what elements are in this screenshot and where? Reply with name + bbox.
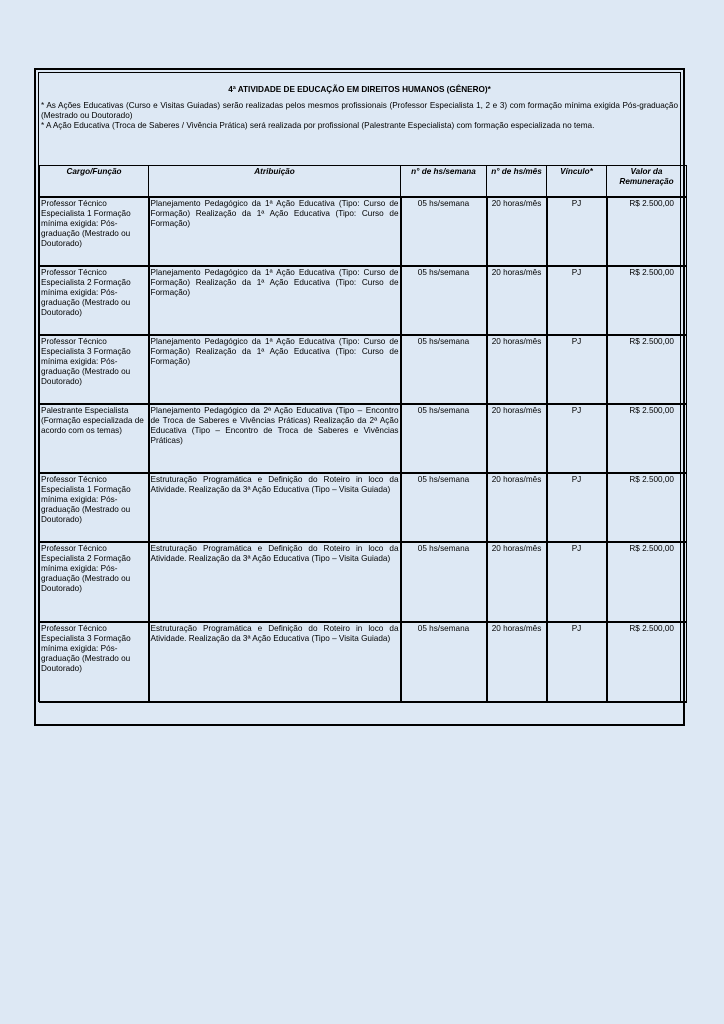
note-2: * A Ação Educativa (Troca de Saberes / Vivência Prática) será realizada por profissional (Palestrante Especialista) com formação especializada no tema. [41,121,595,130]
header-atribuicao: Atribuição [149,166,401,198]
document-frame [34,68,685,726]
cell-hs-mes: 20 horas/mês [487,542,547,622]
note-1: * As Ações Educativas (Curso e Visitas Guiadas) serão realizadas pelos mesmos profissionais (Professor Especialista 1, 2 e 3) com formação mínima exigida Pós-graduação (Mestrado ou Doutorado) [41,101,678,120]
cell-hs-semana: 05 hs/semana [401,404,487,473]
table-row [40,404,687,473]
cell-hs-semana: 05 hs/semana [401,542,487,622]
cell-hs-mes: 20 horas/mês [487,197,547,266]
staff-table [39,165,687,703]
cell-valor: R$ 2.500,00 [607,622,687,702]
document-notes [41,101,678,131]
cell-hs-semana: 05 hs/semana [401,473,487,542]
cell-vinculo: PJ [547,622,607,702]
cell-vinculo: PJ [547,335,607,404]
header-valor: Valor da Remuneração [607,166,687,198]
cell-atribuicao: Planejamento Pedagógico da 1ª Ação Educativa (Tipo: Curso de Formação) Realização da 1ª Ação Educativa (Tipo: Curso de Formação) [149,335,401,404]
cell-cargo: Professor Técnico Especialista 2 Formação mínima exigida: Pós-graduação (Mestrado ou Doutorado) [40,266,149,335]
cell-valor: R$ 2.500,00 [607,542,687,622]
cell-valor: R$ 2.500,00 [607,335,687,404]
table-row [40,266,687,335]
cell-cargo: Palestrante Especialista (Formação especializada de acordo com os temas) [40,404,149,473]
cell-valor: R$ 2.500,00 [607,266,687,335]
table-row [40,197,687,266]
header-vinculo: Vínculo* [547,166,607,198]
cell-atribuicao: Estruturação Programática e Definição do Roteiro in loco da Atividade. Realização da 3ª Ação Educativa (Tipo – Visita Guiada) [149,473,401,542]
cell-hs-semana: 05 hs/semana [401,335,487,404]
cell-cargo: Professor Técnico Especialista 3 Formação mínima exigida: Pós-graduação (Mestrado ou Doutorado) [40,622,149,702]
cell-atribuicao: Planejamento Pedagógico da 1ª Ação Educativa (Tipo: Curso de Formação) Realização da 1ª Ação Educativa (Tipo: Curso de Formação) [149,197,401,266]
cell-vinculo: PJ [547,404,607,473]
cell-hs-semana: 05 hs/semana [401,622,487,702]
cell-hs-mes: 20 horas/mês [487,335,547,404]
cell-hs-mes: 20 horas/mês [487,404,547,473]
cell-cargo: Professor Técnico Especialista 2 Formação mínima exigida: Pós-graduação (Mestrado ou Doutorado) [40,542,149,622]
cell-vinculo: PJ [547,542,607,622]
cell-atribuicao: Planejamento Pedagógico da 2ª Ação Educativa (Tipo – Encontro de Troca de Saberes e Vivências Práticas) Realização da 2ª Ação Educativa (Tipo – Encontro de Troca de Saberes e Vivências Práticas) [149,404,401,473]
cell-vinculo: PJ [547,197,607,266]
header-hs-mes: n° de hs/mês [487,166,547,198]
empty-footer-row [36,702,683,724]
cell-vinculo: PJ [547,473,607,542]
cell-atribuicao: Estruturação Programática e Definição do Roteiro in loco da Atividade. Realização da 3ª Ação Educativa (Tipo – Visita Guiada) [149,542,401,622]
cell-cargo: Professor Técnico Especialista 1 Formação mínima exigida: Pós-graduação (Mestrado ou Doutorado) [40,197,149,266]
table-row [40,473,687,542]
cell-cargo: Professor Técnico Especialista 3 Formação mínima exigida: Pós-graduação (Mestrado ou Doutorado) [40,335,149,404]
cell-atribuicao: Planejamento Pedagógico da 1ª Ação Educativa (Tipo: Curso de Formação) Realização da 1ª Ação Educativa (Tipo: Curso de Formação) [149,266,401,335]
cell-valor: R$ 2.500,00 [607,404,687,473]
document-title: 4ª ATIVIDADE DE EDUCAÇÃO EM DIREITOS HUMANOS (GÊNERO)* [228,85,491,94]
table-row [40,622,687,702]
cell-hs-mes: 20 horas/mês [487,266,547,335]
table-row [40,542,687,622]
header-hs-semana: n° de hs/semana [401,166,487,198]
cell-hs-semana: 05 hs/semana [401,197,487,266]
cell-valor: R$ 2.500,00 [607,197,687,266]
document-inner-box [38,72,681,702]
cell-cargo: Professor Técnico Especialista 1 Formação mínima exigida: Pós-graduação (Mestrado ou Doutorado) [40,473,149,542]
cell-valor: R$ 2.500,00 [607,473,687,542]
cell-hs-semana: 05 hs/semana [401,266,487,335]
cell-hs-mes: 20 horas/mês [487,622,547,702]
cell-hs-mes: 20 horas/mês [487,473,547,542]
cell-vinculo: PJ [547,266,607,335]
table-row [40,335,687,404]
header-cargo: Cargo/Função [40,166,149,198]
cell-atribuicao: Estruturação Programática e Definição do Roteiro in loco da Atividade. Realização da 3ª Ação Educativa (Tipo – Visita Guiada) [149,622,401,702]
table-header-row [40,166,687,198]
